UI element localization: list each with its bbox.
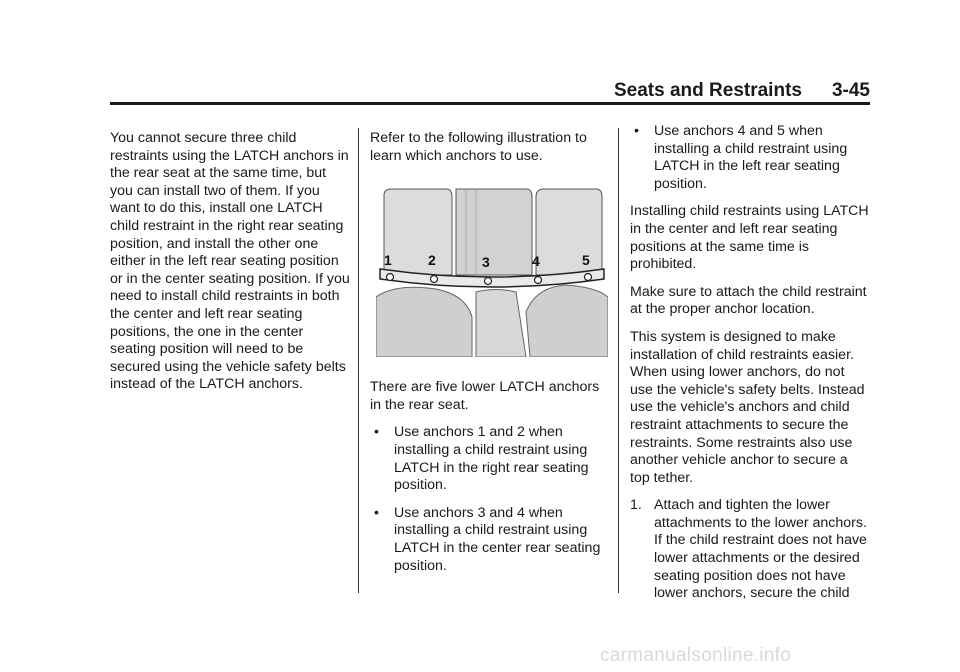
paragraph: This system is designed to make installation of child restraints easier. When using lower anchors, do not use the vehicle's safety belts. Instead use the vehicle's anchors and child restraint attachments to secure the restraints. Some restraints also use another vehicle anchor to secure a top tether. (630, 328, 865, 486)
paragraph: There are five lower LATCH anchors in the rear seat. (370, 379, 600, 413)
anchor-label-3: 3 (482, 254, 490, 271)
section-title: Seats and Restraints (614, 80, 802, 101)
column-divider-left (358, 128, 359, 593)
paragraph: You cannot secure three child restraints using the LATCH anchors in the rear seat at the same time, but you can install two of them. If you want to do this, install one LATCH child restraint in the right rear seating position, and install the other one either in the left rear seating position or in the center seating position. If you need to install child restraints in both the center and left rear seating positions, the one in the center seating position will need to be secured using the vehicle safety belts instead of the LATCH anchors. (110, 130, 350, 393)
latch-anchor-illustration (376, 187, 608, 357)
column-middle (370, 130, 610, 585)
paragraph: Installing child restraints using LATCH in the center and left rear seating positions at the same time is prohibited. (630, 203, 869, 273)
numbered-step: 1. Attach and tighten the lower attachments to the lower anchors. If the child restraint does not have lower attachments or the desired seating position does not have lower anchors, secure the child (630, 497, 867, 602)
watermark: carmanualsonline.info (600, 645, 792, 666)
paragraph: Refer to the following illustration to learn which anchors to use. (370, 130, 587, 164)
column-divider-right (618, 128, 619, 593)
bullet-item: • Use anchors 3 and 4 when installing a child restraint using LATCH in the center rear seating position. (374, 504, 601, 574)
column-left (110, 130, 350, 404)
header-rule (110, 102, 870, 105)
anchor-label-5: 5 (582, 252, 590, 269)
rear-seat-drawing (376, 187, 608, 357)
bullet-icon: • (374, 504, 379, 521)
bullet-icon: • (634, 123, 639, 139)
bullet-item: • Use anchors 1 and 2 when installing a child restraint using LATCH in the right rear seating position. (374, 424, 589, 494)
column-right (630, 123, 870, 613)
paragraph: Make sure to attach the child restraint at the proper anchor location. (630, 283, 867, 318)
step-number: 1. (630, 497, 642, 514)
bullet-item: • Use anchors 4 and 5 when installing a child restraint using LATCH in the left rear seating position. (634, 123, 848, 192)
anchor-label-1: 1 (384, 252, 392, 269)
anchor-label-2: 2 (428, 252, 436, 269)
bullet-icon: • (374, 424, 379, 441)
page-number: 3-45 (831, 80, 870, 101)
anchor-label-4: 4 (532, 253, 540, 270)
